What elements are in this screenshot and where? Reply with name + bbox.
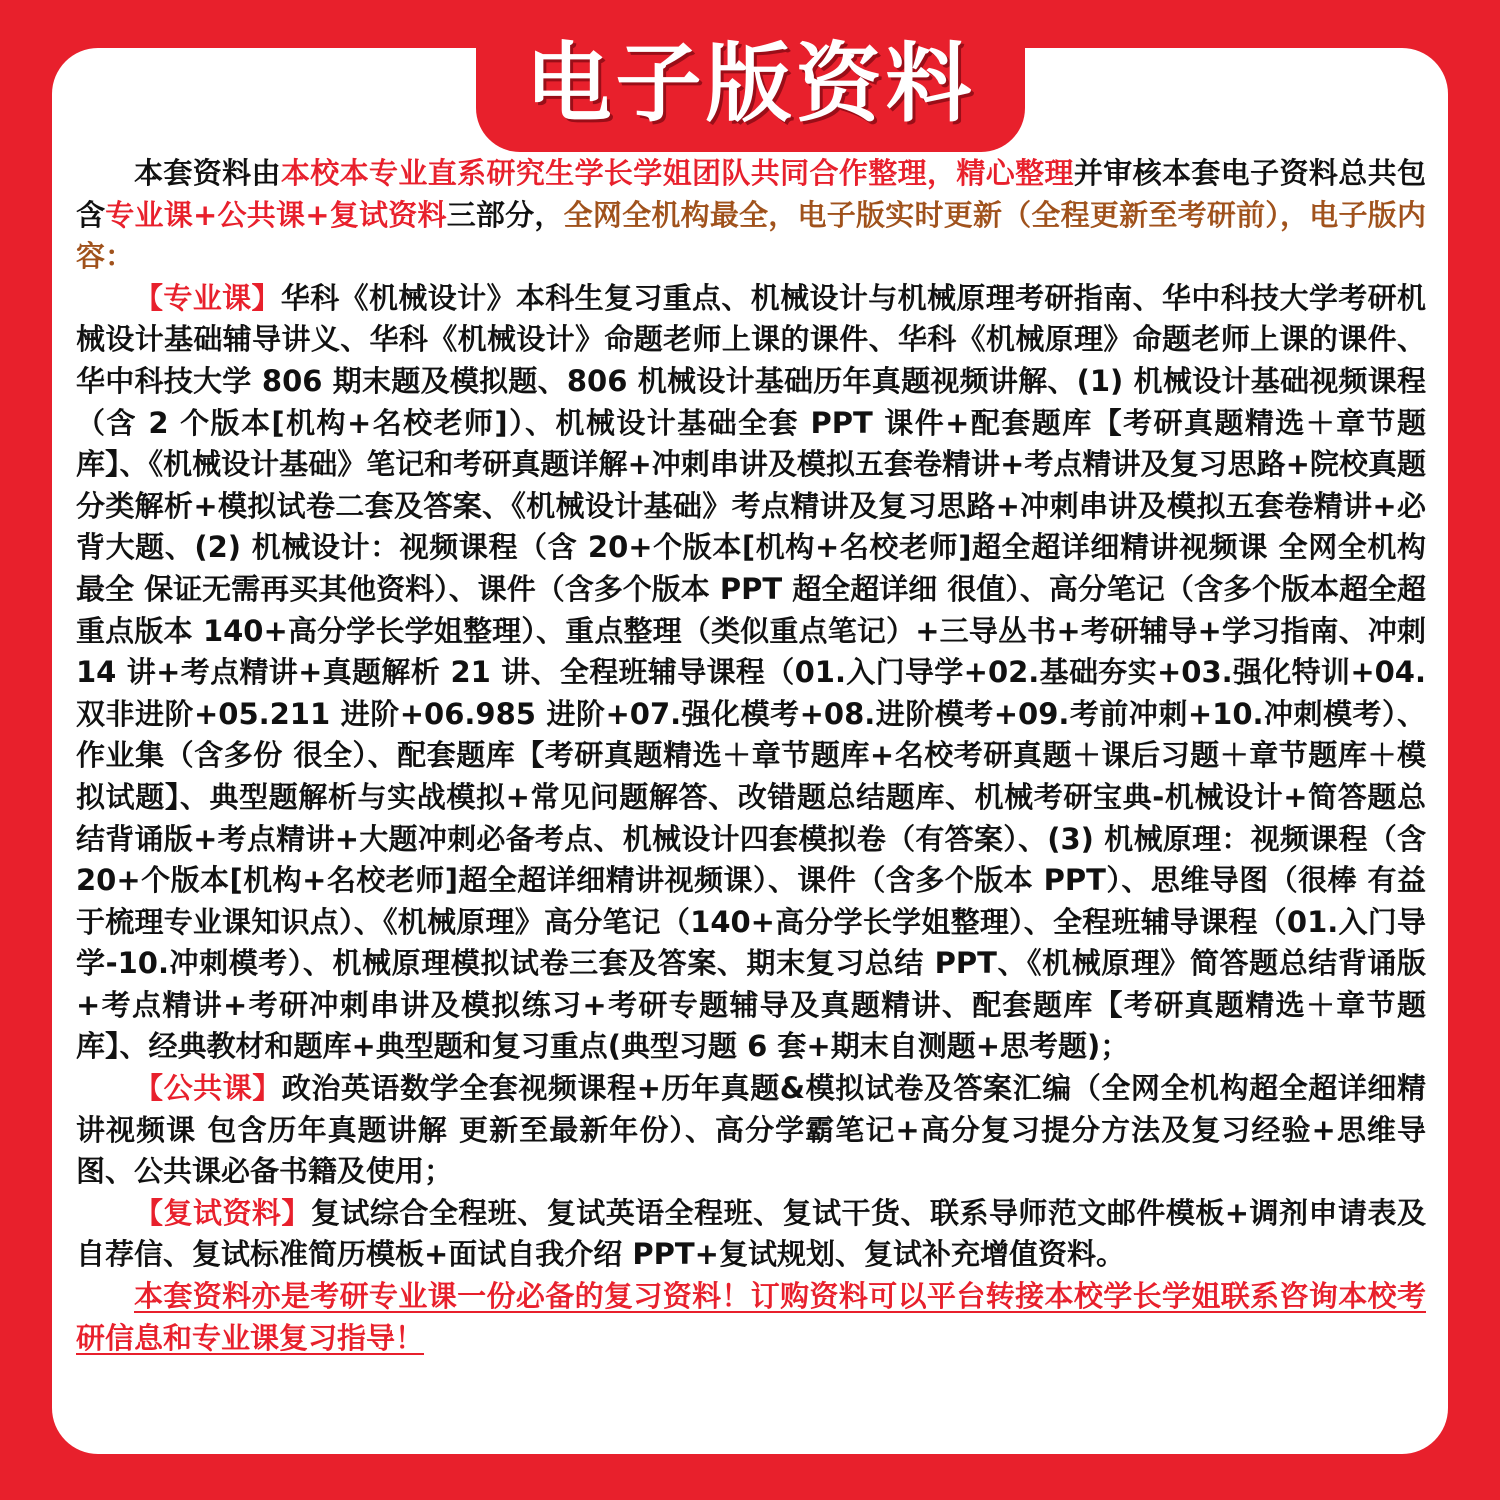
intro-text-2: 并审核本套电子资料总共包含 (76, 156, 1426, 232)
major-tag: 【专业课】 (134, 280, 281, 315)
intro-careful-highlight: 精心整理 (956, 156, 1074, 190)
banner-title: 电子版资料 (525, 34, 976, 134)
intro-paragraph (76, 153, 1426, 278)
major-text: 华科《机械设计》本科生复习重点、机械设计与机械原理考研指南、华中科技大学考研机械设计基础辅导讲义、华科《机械设计》命题老师上课的课件、华科《机械原理》命题老师上课的课件、华中科技大学 806 期末题及模拟题、806 机械设计基础历年真题视频讲解、(1) 机械设计基础视频课程（含 2 个版本[机构+名校老师]）、机械设计基础全套 PPT 课件+配套题库【考研真题精选＋章节题库】、《机械设计基础》笔记和考研真题详解+冲刺串讲及模拟五套卷精讲+考点精讲及复习思路+院校真题分类解析+模拟试卷二套及答案、《机械设计基础》考点精讲及复习思路+冲刺串讲及模拟五套卷精讲+必背大题、(2) 机械设计：视频课程（含 20+个版本[机构+名校老师]超全超详细精讲视频课 全网全机构最全 保证无需再买其他资料）、课件（含多个版本 PPT 超全超详细 很值）、高分笔记（含多个版本超全超重点版本 140+高分学长学姐整理）、重点整理（类似重点笔记）+三导丛书+考研辅导+学习指南、冲刺 14 讲+考点精讲+真题解析 21 讲、全程班辅导课程（01.入门导学+02.基础夯实+03.强化特训+04.双非进阶+05.211 进阶+06.985 进阶+07.强化模考+08.进阶模考+09.考前冲刺+10.冲刺模考）、作业集（含多份 很全）、配套题库【考研真题精选＋章节题库+名校考研真题＋课后习题＋章节题库＋模拟试题】、典型题解析与实战模拟+常见问题解答、改错题总结题库、机械考研宝典-机械设计+简答题总结背诵版+考点精讲+大题冲刺必备考点、机械设计四套模拟卷（有答案）、(3) 机械原理：视频课程（含 20+个版本[机构+名校老师]超全超详细精讲视频课）、课件（含多个版本 PPT）、思维导图（很棒 有益于梳理专业课知识点）、《机械原理》高分笔记（140+高分学长学姐整理）、全程班辅导课程（01.入门导学-10.冲刺模考）、机械原理模拟试卷三套及答案、期末复习总结 PPT、《机械原理》简答题总结背诵版+考点精讲+考研冲刺串讲及模拟练习+考研专题辅导及真题精讲、配套题库【考研真题精选＋章节题库】、经典教材和题库+典型题和复习重点(典型习题 6 套+期末自测题+思考题)； (76, 280, 1426, 1064)
intro-team-highlight: 本校本专业直系研究生学长学姐团队共同合作整理， (280, 156, 957, 190)
description-body (76, 153, 1426, 1359)
intro-text-1: 本套资料由 (134, 156, 281, 190)
title-banner (476, 0, 1025, 152)
retest-tag: 【复试资料】 (134, 1195, 311, 1230)
retest-paragraph (76, 1193, 1426, 1276)
retest-text: 复试综合全程班、复试英语全程班、复试干货、联系导师范文邮件模板+调剂申请表及自荐信、复试标准简历模板+面试自我介绍 PPT+复试规划、复试补充增值资料。 (76, 1195, 1426, 1272)
public-text: 政治英语数学全套视频课程+历年真题&模拟试卷及答案汇编（全网全机构超全超详细精讲视频课 包含历年真题讲解 更新至最新年份）、高分学霸笔记+高分复习提分方法及复习经验+思维导图、公共课必备书籍及使用； (76, 1071, 1426, 1189)
intro-text-3: 三部分， (446, 197, 564, 232)
public-tag: 【公共课】 (134, 1071, 282, 1106)
footer-paragraph (76, 1276, 1426, 1359)
intro-parts-highlight: 专业课+公共课+复试资料 (105, 197, 447, 232)
intro-update-highlight: 全网全机构最全，电子版实时更新（全程更新至考研前），电子版内容： (76, 197, 1426, 274)
public-paragraph (76, 1068, 1426, 1193)
footer-note: 本套资料亦是考研专业课一份必备的复习资料！订购资料可以平台转接本校学长学姐联系咨询本校考研信息和专业课复习指导！ (76, 1279, 1426, 1355)
major-paragraph (76, 278, 1426, 1068)
